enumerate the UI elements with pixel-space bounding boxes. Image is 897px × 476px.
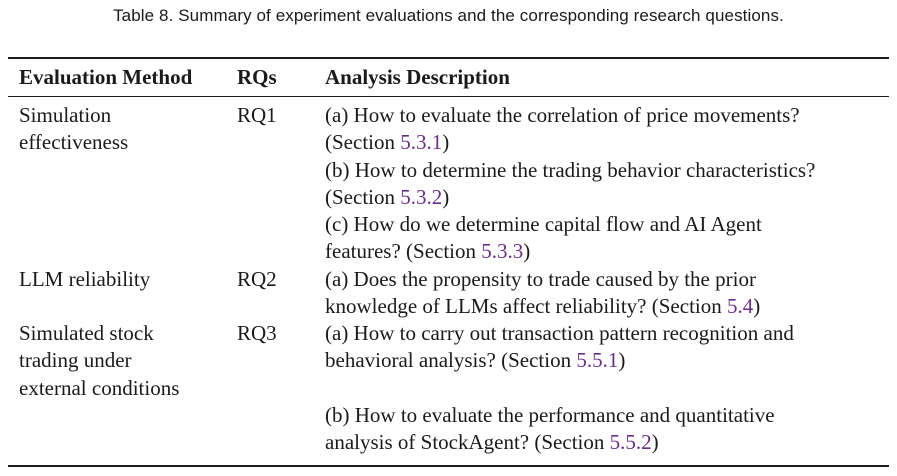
header-rqs: RQs (237, 65, 277, 89)
desc-line: features? (Section 5.3.3) (325, 239, 531, 264)
section-link[interactable]: 5.5.1 (576, 348, 619, 373)
row-2-method (19, 266, 150, 293)
desc-line: (Section 5.3.1) (325, 130, 450, 155)
desc-line: (b) How to evaluate the performance and quantitative (325, 402, 775, 427)
row-1-description (325, 102, 815, 266)
desc-line: (a) Does the propensity to trade caused by the prior (325, 267, 756, 291)
row-2-description (325, 266, 760, 321)
section-link[interactable]: 5.3.3 (481, 239, 524, 264)
section-link[interactable]: 5.5.2 (609, 430, 652, 455)
method-line: Simulation (19, 103, 112, 127)
header-evaluation-method: Evaluation Method (19, 65, 193, 89)
method-line: external conditions (19, 375, 180, 400)
row-3-description (325, 320, 794, 456)
desc-line: (Section 5.3.2) (325, 184, 450, 209)
row-3-method (19, 320, 179, 402)
header-analysis-description: Analysis Description (325, 65, 510, 89)
desc-line: (b) How to determine the trading behavior characteristics? (325, 157, 816, 182)
row-1-rq: RQ1 (237, 103, 277, 127)
row-1-method (19, 102, 128, 157)
desc-line: analysis of StockAgent? (Section 5.5.2) (325, 430, 659, 455)
desc-line: (c) How do we determine capital flow and AI Agent (325, 212, 762, 237)
desc-line: knowledge of LLMs affect reliability? (Section 5.4) (325, 294, 761, 319)
section-link[interactable]: 5.3.1 (400, 130, 443, 155)
desc-line: (a) How to carry out transaction pattern recognition and (325, 321, 794, 345)
method-line: effectiveness (19, 130, 129, 155)
section-link[interactable]: 5.4 (726, 294, 754, 319)
method-line: Simulated stock (19, 321, 154, 345)
header-rule (8, 96, 889, 97)
row-3-rq: RQ3 (237, 321, 277, 345)
section-link[interactable]: 5.3.2 (400, 184, 443, 209)
desc-line: (a) How to evaluate the correlation of price movements? (325, 103, 800, 127)
method-line: trading under (19, 348, 132, 373)
top-rule (8, 57, 889, 59)
bottom-rule (8, 465, 889, 467)
desc-line: behavioral analysis? (Section 5.5.1) (325, 348, 626, 373)
desc-line (325, 375, 794, 402)
table-caption: Table 8. Summary of experiment evaluations and the corresponding research questions. (113, 6, 784, 25)
method-line: LLM reliability (19, 267, 151, 291)
row-2-rq: RQ2 (237, 267, 277, 291)
